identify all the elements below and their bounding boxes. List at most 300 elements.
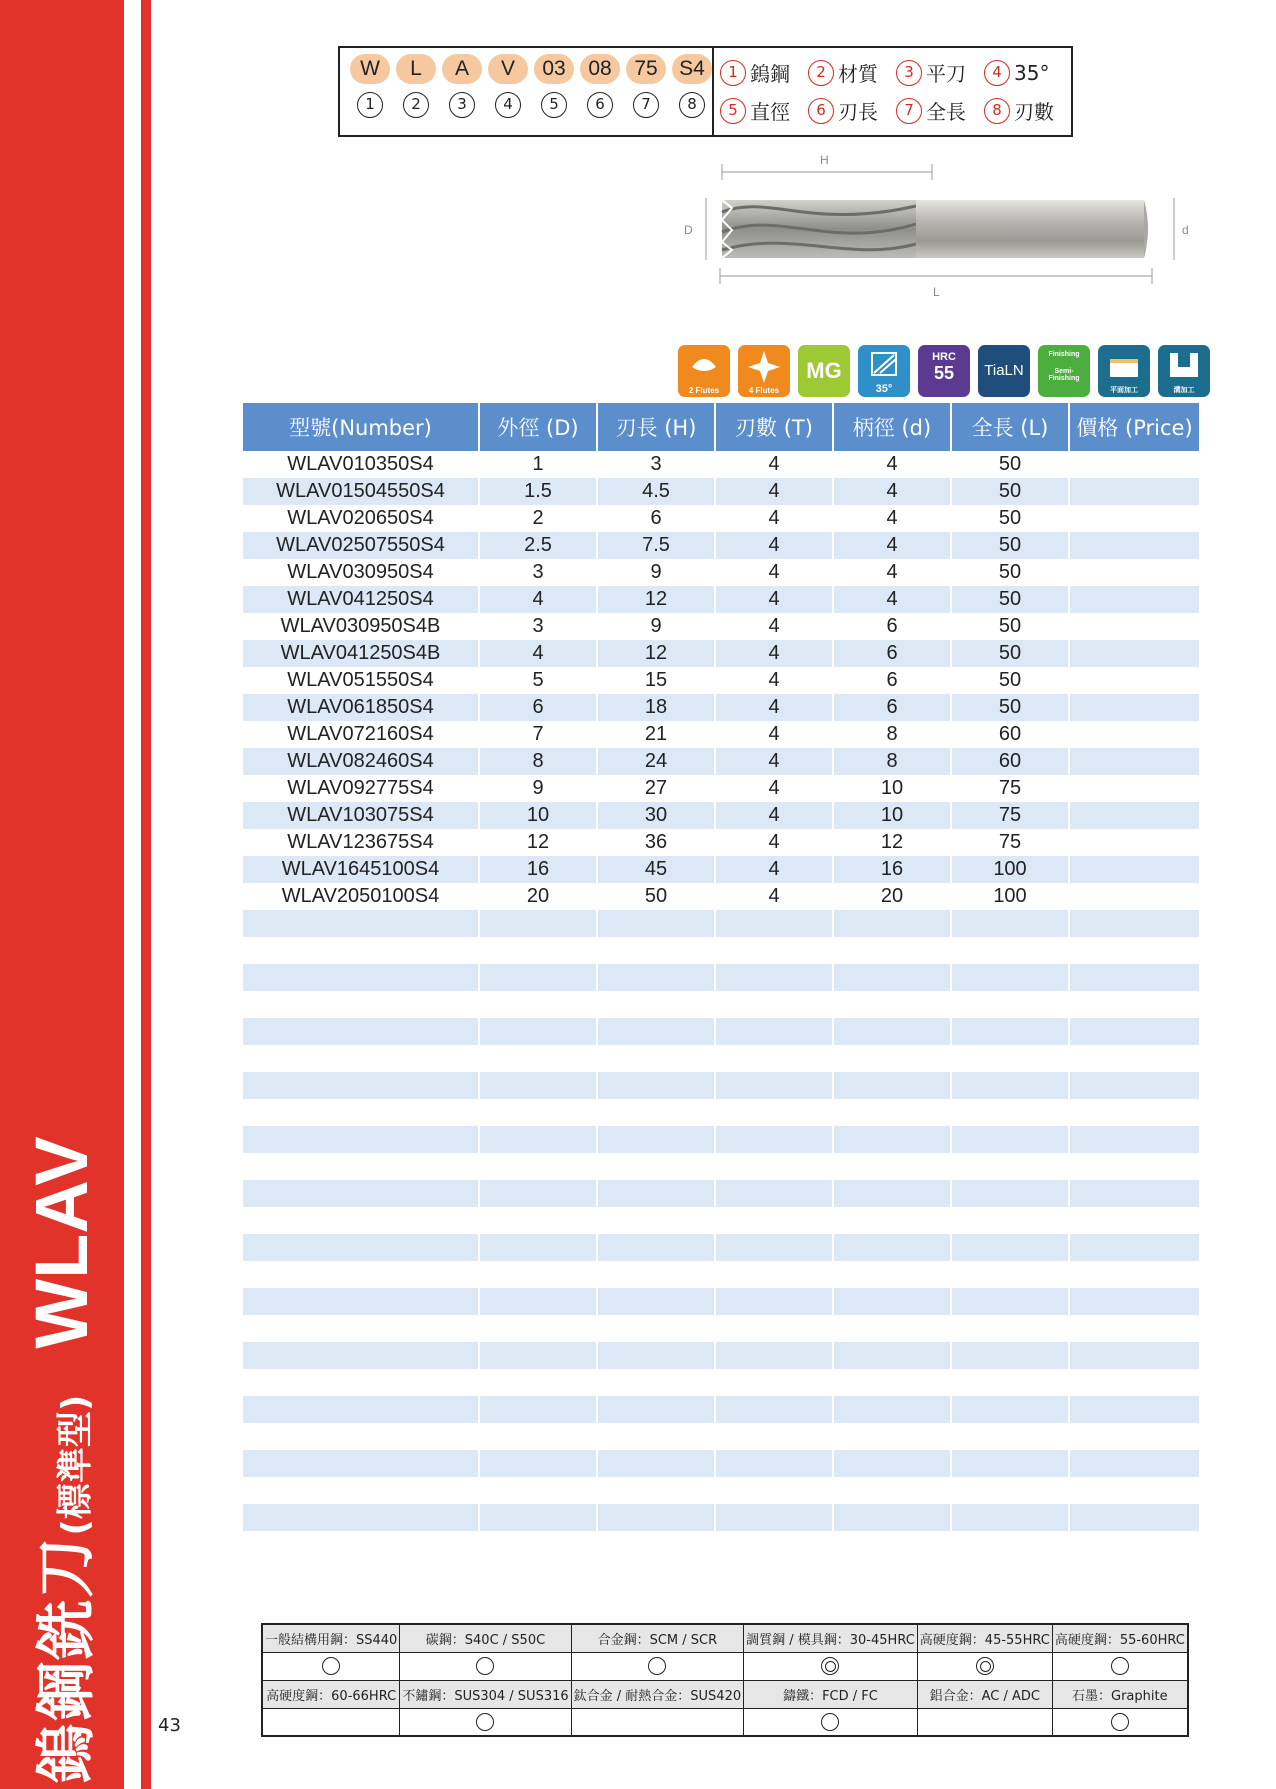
table-cell — [833, 1396, 951, 1423]
hrc-value: 55 — [933, 363, 955, 383]
table-cell: WLAV010350S4 — [243, 451, 479, 478]
table-cell: 8 — [833, 721, 951, 748]
suitable-circle-icon — [476, 1713, 494, 1731]
table-cell — [951, 1153, 1069, 1180]
code-breakdown — [340, 48, 714, 135]
table-cell — [1069, 829, 1199, 856]
table-cell — [243, 1315, 479, 1342]
table-cell: 50 — [951, 640, 1069, 667]
table-cell: WLAV103075S4 — [243, 802, 479, 829]
table-cell — [833, 964, 951, 991]
table-cell — [833, 1207, 951, 1234]
best-double-circle-icon — [976, 1657, 994, 1675]
table-cell — [479, 1531, 597, 1558]
table-cell: 20 — [479, 883, 597, 910]
material-suitability — [917, 1708, 1052, 1736]
table-row — [243, 883, 1199, 910]
legend-item — [896, 58, 984, 87]
table-cell — [715, 1477, 833, 1504]
table-cell — [1069, 667, 1199, 694]
table-cell — [951, 937, 1069, 964]
table-cell: 10 — [479, 802, 597, 829]
shank — [916, 200, 1144, 258]
column-header: 外徑 (D) — [479, 403, 597, 451]
table-cell — [597, 1126, 715, 1153]
semi-label: Semi- — [1054, 368, 1074, 375]
table-cell — [833, 991, 951, 1018]
table-cell — [715, 1450, 833, 1477]
table-cell: 50 — [951, 613, 1069, 640]
legend-number: 8 — [984, 98, 1010, 124]
code-number-circle: 7 — [633, 92, 659, 118]
table-cell — [715, 964, 833, 991]
table-cell — [1069, 559, 1199, 586]
table-cell — [243, 1045, 479, 1072]
table-cell: 6 — [833, 613, 951, 640]
table-cell: 4 — [715, 829, 833, 856]
table-cell — [715, 1531, 833, 1558]
table-cell — [951, 1369, 1069, 1396]
table-cell — [1069, 1207, 1199, 1234]
table-cell: 12 — [479, 829, 597, 856]
table-cell: WLAV041250S4 — [243, 586, 479, 613]
table-cell: 60 — [951, 748, 1069, 775]
table-cell: 2 — [479, 505, 597, 532]
table-cell: 4 — [715, 721, 833, 748]
table-cell — [715, 1234, 833, 1261]
material-suitability — [262, 1708, 400, 1736]
table-cell: 8 — [833, 748, 951, 775]
table-row — [243, 775, 1199, 802]
legend-row — [720, 96, 1072, 125]
table-cell: 4 — [715, 694, 833, 721]
table-cell — [243, 1288, 479, 1315]
material-label: 高硬度鋼：55-60HRC — [1052, 1624, 1188, 1652]
table-cell — [597, 1018, 715, 1045]
table-cell: 24 — [597, 748, 715, 775]
table-row — [243, 667, 1199, 694]
materials-label-row — [262, 1624, 1188, 1652]
table-cell — [243, 1342, 479, 1369]
table-cell: 4 — [715, 613, 833, 640]
table-row-empty — [243, 1531, 1199, 1558]
table-cell — [597, 1369, 715, 1396]
table-header-row — [243, 403, 1199, 451]
table-cell — [597, 1207, 715, 1234]
material-label: 合金鋼：SCM / SCR — [571, 1624, 743, 1652]
table-cell — [833, 1180, 951, 1207]
table-cell: 6 — [833, 667, 951, 694]
finishing-label: Finishing — [1048, 351, 1080, 358]
table-cell: 10 — [833, 775, 951, 802]
legend-row — [720, 58, 1072, 87]
table-cell — [1069, 1342, 1199, 1369]
table-cell: 3 — [479, 559, 597, 586]
code-number-circle: 4 — [495, 92, 521, 118]
table-cell — [951, 1504, 1069, 1531]
table-cell — [833, 1369, 951, 1396]
legend-number: 6 — [808, 98, 834, 124]
code-number-circle: 3 — [449, 92, 475, 118]
table-cell: 3 — [597, 451, 715, 478]
code-number — [350, 92, 390, 122]
table-cell: 6 — [479, 694, 597, 721]
table-cell — [715, 1099, 833, 1126]
table-cell — [715, 1261, 833, 1288]
table-row — [243, 694, 1199, 721]
table-cell — [479, 1126, 597, 1153]
table-cell — [1069, 748, 1199, 775]
table-cell — [833, 1072, 951, 1099]
material-label: 鈦合金 / 耐熱合金：SUS420 — [571, 1680, 743, 1708]
column-header: 刃長 (H) — [597, 403, 715, 451]
table-cell: 21 — [597, 721, 715, 748]
table-cell: 4 — [715, 667, 833, 694]
code-number-circle: 1 — [357, 92, 383, 118]
table-cell — [479, 1207, 597, 1234]
page-number: 43 — [158, 1715, 181, 1736]
code-letter-pill: L — [396, 54, 436, 84]
table-cell — [833, 1423, 951, 1450]
materials-mark-row — [262, 1708, 1188, 1736]
table-cell — [951, 1180, 1069, 1207]
coating-label: TiaLN — [984, 362, 1024, 379]
table-cell — [243, 1450, 479, 1477]
table-cell: 5 — [479, 667, 597, 694]
table-cell — [597, 1504, 715, 1531]
table-cell — [479, 964, 597, 991]
table-cell: 7.5 — [597, 532, 715, 559]
material-label: 高硬度鋼：45-55HRC — [917, 1624, 1052, 1652]
table-cell: 36 — [597, 829, 715, 856]
sidebar-title-zh: 鎢鋼銑刀 — [32, 1535, 102, 1784]
table-cell: 10 — [833, 802, 951, 829]
table-cell: WLAV2050100S4 — [243, 883, 479, 910]
table-cell: WLAV092775S4 — [243, 775, 479, 802]
table-cell — [1069, 1099, 1199, 1126]
table-cell — [243, 937, 479, 964]
table-cell — [479, 1261, 597, 1288]
table-cell — [951, 1261, 1069, 1288]
table-cell — [597, 1396, 715, 1423]
table-cell: 50 — [951, 478, 1069, 505]
table-cell — [597, 1153, 715, 1180]
material-suitability — [262, 1652, 400, 1680]
materials-table — [261, 1623, 1189, 1737]
code-letter-pill: 75 — [626, 54, 666, 84]
table-cell: 2.5 — [479, 532, 597, 559]
table-cell — [951, 1018, 1069, 1045]
table-cell — [1069, 1261, 1199, 1288]
table-cell — [479, 1504, 597, 1531]
table-cell — [833, 1288, 951, 1315]
table-cell — [1069, 1018, 1199, 1045]
table-cell — [715, 1072, 833, 1099]
legend-label: 平刀 — [926, 62, 966, 86]
table-cell — [951, 910, 1069, 937]
mg-icon — [798, 345, 850, 397]
table-cell — [833, 1531, 951, 1558]
table-row-empty — [243, 1018, 1199, 1045]
table-cell — [833, 1261, 951, 1288]
table-cell — [479, 1369, 597, 1396]
table-row — [243, 586, 1199, 613]
best-double-circle-icon — [821, 1657, 839, 1675]
table-cell — [951, 1423, 1069, 1450]
table-cell: 75 — [951, 802, 1069, 829]
legend-label: 刃數 — [1014, 100, 1054, 124]
table-cell — [597, 1315, 715, 1342]
code-number — [442, 92, 482, 122]
table-cell — [951, 1531, 1069, 1558]
material-suitability — [571, 1652, 743, 1680]
table-row-empty — [243, 1180, 1199, 1207]
column-header: 刃數 (T) — [715, 403, 833, 451]
table-row-empty — [243, 1045, 1199, 1072]
table-cell — [479, 1342, 597, 1369]
table-cell: 9 — [479, 775, 597, 802]
sidebar-code: WLAV — [20, 1136, 103, 1349]
table-cell — [715, 910, 833, 937]
four-flutes-icon — [738, 345, 790, 397]
legend-label: 35° — [1014, 60, 1050, 85]
code-letter-pill: 08 — [580, 54, 620, 84]
two-flutes-caption: 2 Flutes — [688, 386, 720, 395]
table-row — [243, 451, 1199, 478]
code-number — [580, 92, 620, 122]
table-cell: 6 — [833, 640, 951, 667]
table-cell: 12 — [597, 640, 715, 667]
table-cell — [1069, 1504, 1199, 1531]
shank-end — [1144, 200, 1148, 258]
suitable-circle-icon — [322, 1657, 340, 1675]
table-row-empty — [243, 1450, 1199, 1477]
table-cell: 100 — [951, 883, 1069, 910]
semi-finishing-label: Finishing — [1048, 375, 1080, 382]
coating-icon — [978, 345, 1030, 397]
material-label: 一般結構用鋼：SS440 — [262, 1624, 400, 1652]
code-number — [488, 92, 528, 122]
material-suitability — [917, 1652, 1052, 1680]
material-label: 調質鋼 / 模具鋼：30-45HRC — [744, 1624, 918, 1652]
suitable-circle-icon — [648, 1657, 666, 1675]
table-cell — [1069, 505, 1199, 532]
material-label: 鑄鐵：FCD / FC — [744, 1680, 918, 1708]
table-cell: 7 — [479, 721, 597, 748]
materials-mark-row — [262, 1652, 1188, 1680]
table-cell — [597, 991, 715, 1018]
column-header: 價格 (Price) — [1069, 403, 1199, 451]
table-cell — [715, 1288, 833, 1315]
material-label: 石墨：Graphite — [1052, 1680, 1188, 1708]
table-cell: WLAV02507550S4 — [243, 532, 479, 559]
table-cell — [715, 1126, 833, 1153]
table-cell — [479, 1396, 597, 1423]
table-cell — [597, 910, 715, 937]
table-cell — [951, 1207, 1069, 1234]
table-cell — [1069, 451, 1199, 478]
table-cell — [243, 1126, 479, 1153]
table-cell: 16 — [479, 856, 597, 883]
table-cell: WLAV072160S4 — [243, 721, 479, 748]
legend-label: 直徑 — [750, 100, 790, 124]
table-cell — [597, 964, 715, 991]
table-cell — [597, 1045, 715, 1072]
table-cell: 4 — [833, 559, 951, 586]
table-cell — [243, 1180, 479, 1207]
table-cell — [243, 1396, 479, 1423]
table-cell — [479, 1288, 597, 1315]
table-cell: 4 — [715, 559, 833, 586]
table-cell — [597, 1477, 715, 1504]
code-letter-pill: A — [442, 54, 482, 84]
table-cell — [1069, 613, 1199, 640]
table-row-empty — [243, 1234, 1199, 1261]
table-cell — [1069, 856, 1199, 883]
table-cell — [1069, 991, 1199, 1018]
material-label: 碳鋼：S40C / S50C — [400, 1624, 571, 1652]
table-cell: WLAV030950S4 — [243, 559, 479, 586]
legend-item — [896, 96, 984, 125]
table-cell — [1069, 1315, 1199, 1342]
table-cell — [951, 1450, 1069, 1477]
table-cell — [1069, 640, 1199, 667]
code-number-circle: 8 — [679, 92, 705, 118]
legend-item — [984, 96, 1072, 125]
table-cell — [715, 1504, 833, 1531]
column-header: 型號(Number) — [243, 403, 479, 451]
table-cell — [951, 1099, 1069, 1126]
table-cell — [479, 910, 597, 937]
table-cell — [951, 1126, 1069, 1153]
table-row-empty — [243, 1369, 1199, 1396]
legend-label: 鎢鋼 — [750, 62, 790, 86]
table-cell: 4 — [833, 451, 951, 478]
table-row — [243, 856, 1199, 883]
sidebar-stripe — [141, 0, 151, 1789]
table-cell: WLAV1645100S4 — [243, 856, 479, 883]
table-cell: 12 — [833, 829, 951, 856]
l-label: L — [933, 285, 940, 299]
table-cell: 4 — [715, 748, 833, 775]
table-row — [243, 802, 1199, 829]
table-row-empty — [243, 1423, 1199, 1450]
table-cell — [715, 1207, 833, 1234]
product-table — [243, 403, 1199, 1558]
table-cell — [479, 937, 597, 964]
table-cell — [951, 1342, 1069, 1369]
table-cell — [951, 1477, 1069, 1504]
table-cell — [833, 1153, 951, 1180]
table-cell — [597, 1531, 715, 1558]
table-cell: 27 — [597, 775, 715, 802]
table-cell — [1069, 1153, 1199, 1180]
table-cell — [243, 991, 479, 1018]
table-cell: 16 — [833, 856, 951, 883]
legend-item — [720, 96, 808, 125]
table-row — [243, 829, 1199, 856]
material-label: 不鏽鋼：SUS304 / SUS316 — [400, 1680, 571, 1708]
table-cell: 60 — [951, 721, 1069, 748]
table-cell — [243, 1099, 479, 1126]
table-cell: 50 — [951, 667, 1069, 694]
table-cell — [597, 1072, 715, 1099]
table-cell: 4 — [715, 883, 833, 910]
endmill-diagram — [680, 150, 1200, 300]
table-cell — [1069, 694, 1199, 721]
table-row-empty — [243, 1288, 1199, 1315]
table-cell — [243, 964, 479, 991]
table-cell: 4 — [479, 640, 597, 667]
legend-number: 2 — [808, 60, 834, 86]
table-cell: 4 — [833, 586, 951, 613]
legend-number: 1 — [720, 60, 746, 86]
table-cell — [833, 937, 951, 964]
table-cell — [1069, 802, 1199, 829]
table-cell — [479, 1234, 597, 1261]
table-cell — [243, 1207, 479, 1234]
suitable-circle-icon — [1111, 1657, 1129, 1675]
code-number — [534, 92, 574, 122]
table-cell: 6 — [597, 505, 715, 532]
table-cell — [243, 910, 479, 937]
table-row — [243, 559, 1199, 586]
helix-angle-caption: 35° — [875, 383, 893, 395]
table-cell — [715, 1342, 833, 1369]
table-cell: 9 — [597, 613, 715, 640]
table-row — [243, 613, 1199, 640]
table-cell — [1069, 1396, 1199, 1423]
table-cell — [597, 1180, 715, 1207]
code-legend — [714, 48, 1072, 135]
code-letters — [350, 54, 712, 84]
table-cell — [243, 1477, 479, 1504]
table-cell — [715, 1045, 833, 1072]
table-cell: 4 — [715, 640, 833, 667]
table-row-empty — [243, 991, 1199, 1018]
table-cell: 20 — [833, 883, 951, 910]
table-cell — [243, 1153, 479, 1180]
table-row — [243, 478, 1199, 505]
table-cell: 50 — [951, 694, 1069, 721]
material-suitability — [1052, 1708, 1188, 1736]
column-header: 全長 (L) — [951, 403, 1069, 451]
table-cell — [715, 1180, 833, 1207]
table-cell — [951, 1396, 1069, 1423]
column-header: 柄徑 (d) — [833, 403, 951, 451]
table-cell — [833, 1234, 951, 1261]
table-cell: 100 — [951, 856, 1069, 883]
table-cell — [243, 1369, 479, 1396]
material-suitability — [400, 1708, 571, 1736]
table-row-empty — [243, 1342, 1199, 1369]
table-cell: 12 — [597, 586, 715, 613]
table-cell — [1069, 1450, 1199, 1477]
table-cell — [951, 964, 1069, 991]
table-cell: 4 — [833, 505, 951, 532]
mg-label: MG — [806, 358, 842, 383]
table-cell: 1 — [479, 451, 597, 478]
table-cell: 50 — [951, 532, 1069, 559]
table-cell — [479, 991, 597, 1018]
table-cell — [1069, 1288, 1199, 1315]
table-cell — [243, 1018, 479, 1045]
table-cell — [479, 1450, 597, 1477]
table-cell — [1069, 532, 1199, 559]
table-cell — [1069, 883, 1199, 910]
table-row-empty — [243, 1126, 1199, 1153]
table-cell — [951, 1045, 1069, 1072]
